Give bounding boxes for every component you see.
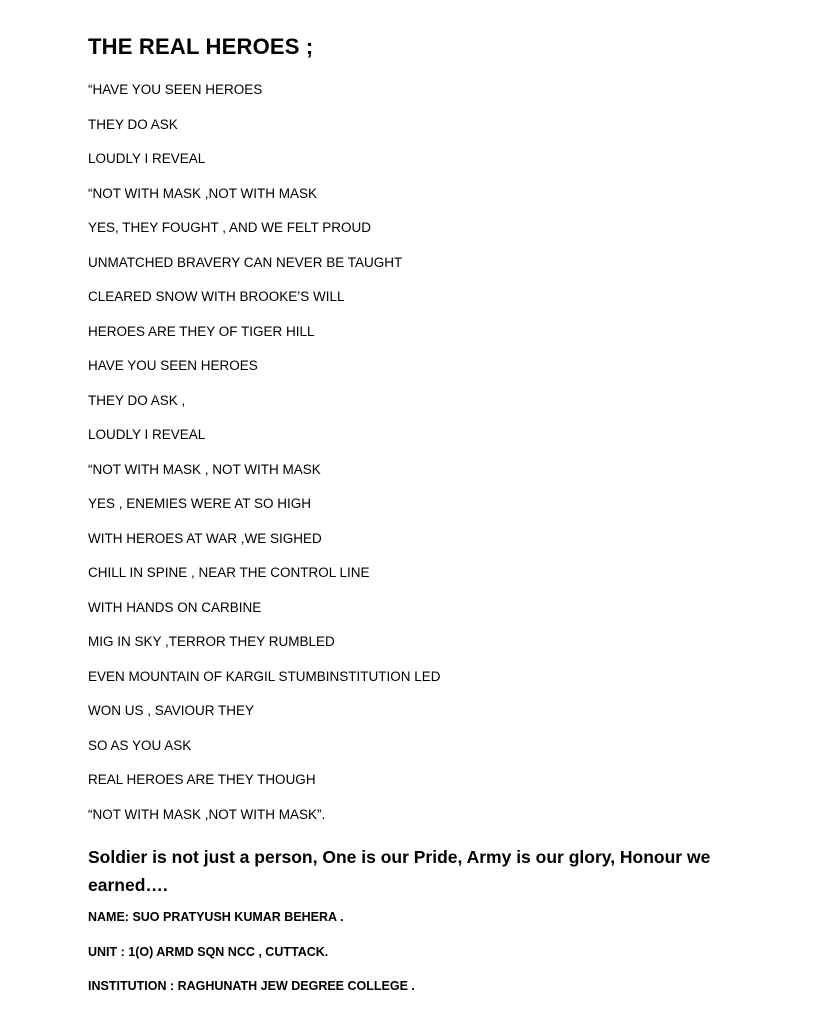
document-page (88, 34, 808, 1013)
poem-line: REAL HEROES ARE THEY THOUGH (88, 772, 316, 787)
poem-line: YES , ENEMIES WERE AT SO HIGH (88, 496, 312, 511)
poem-line: LOUDLY I REVEAL (88, 151, 206, 166)
poem-line: CHILL IN SPINE , NEAR THE CONTROL LINE (88, 565, 370, 580)
poem-line: “NOT WITH MASK , NOT WITH MASK (88, 461, 321, 477)
poem-line: “NOT WITH MASK ,NOT WITH MASK (88, 185, 317, 201)
poem-body (88, 82, 808, 841)
poem-line: EVEN MOUNTAIN OF KARGIL STUMBINSTITUTION LED (88, 668, 441, 684)
poem-line: MIG IN SKY ,TERROR THEY RUMBLED (88, 634, 335, 649)
poem-line: LOUDLY I REVEAL (88, 427, 206, 442)
poem-title: THE REAL HEROES ; (88, 34, 314, 59)
poem-line: THEY DO ASK , (88, 392, 186, 408)
poem-line: WON US , SAVIOUR THEY (88, 703, 255, 718)
poem-line: YES, THEY FOUGHT , AND WE FELT PROUD (88, 220, 372, 235)
tagline: Soldier is not just a person, One is our Pride, Army is our glory, Honour we earned…. (88, 847, 711, 895)
poem-line: WITH HEROES AT WAR ,WE SIGHED (88, 530, 322, 546)
author-name: NAME: SUO PRATYUSH KUMAR BEHERA . (88, 910, 344, 924)
poem-line: THEY DO ASK (88, 116, 178, 132)
author-institution: INSTITUTION : RAGHUNATH JEW DEGREE COLLEGE . (88, 979, 415, 993)
poem-line: HAVE YOU SEEN HEROES (88, 358, 258, 373)
poem-line: WITH HANDS ON CARBINE (88, 599, 262, 615)
author-unit: UNIT : 1(O) ARMD SQN NCC , CUTTACK. (88, 944, 329, 959)
poem-line: CLEARED SNOW WITH BROOKE’S WILL (88, 289, 345, 304)
poem-line: “HAVE YOU SEEN HEROES (88, 82, 263, 97)
poem-line: SO AS YOU ASK (88, 737, 192, 753)
poem-line: UNMATCHED BRAVERY CAN NEVER BE TAUGHT (88, 254, 403, 270)
poem-line: “NOT WITH MASK ,NOT WITH MASK”. (88, 806, 326, 822)
poem-line: HEROES ARE THEY OF TIGER HILL (88, 323, 315, 339)
